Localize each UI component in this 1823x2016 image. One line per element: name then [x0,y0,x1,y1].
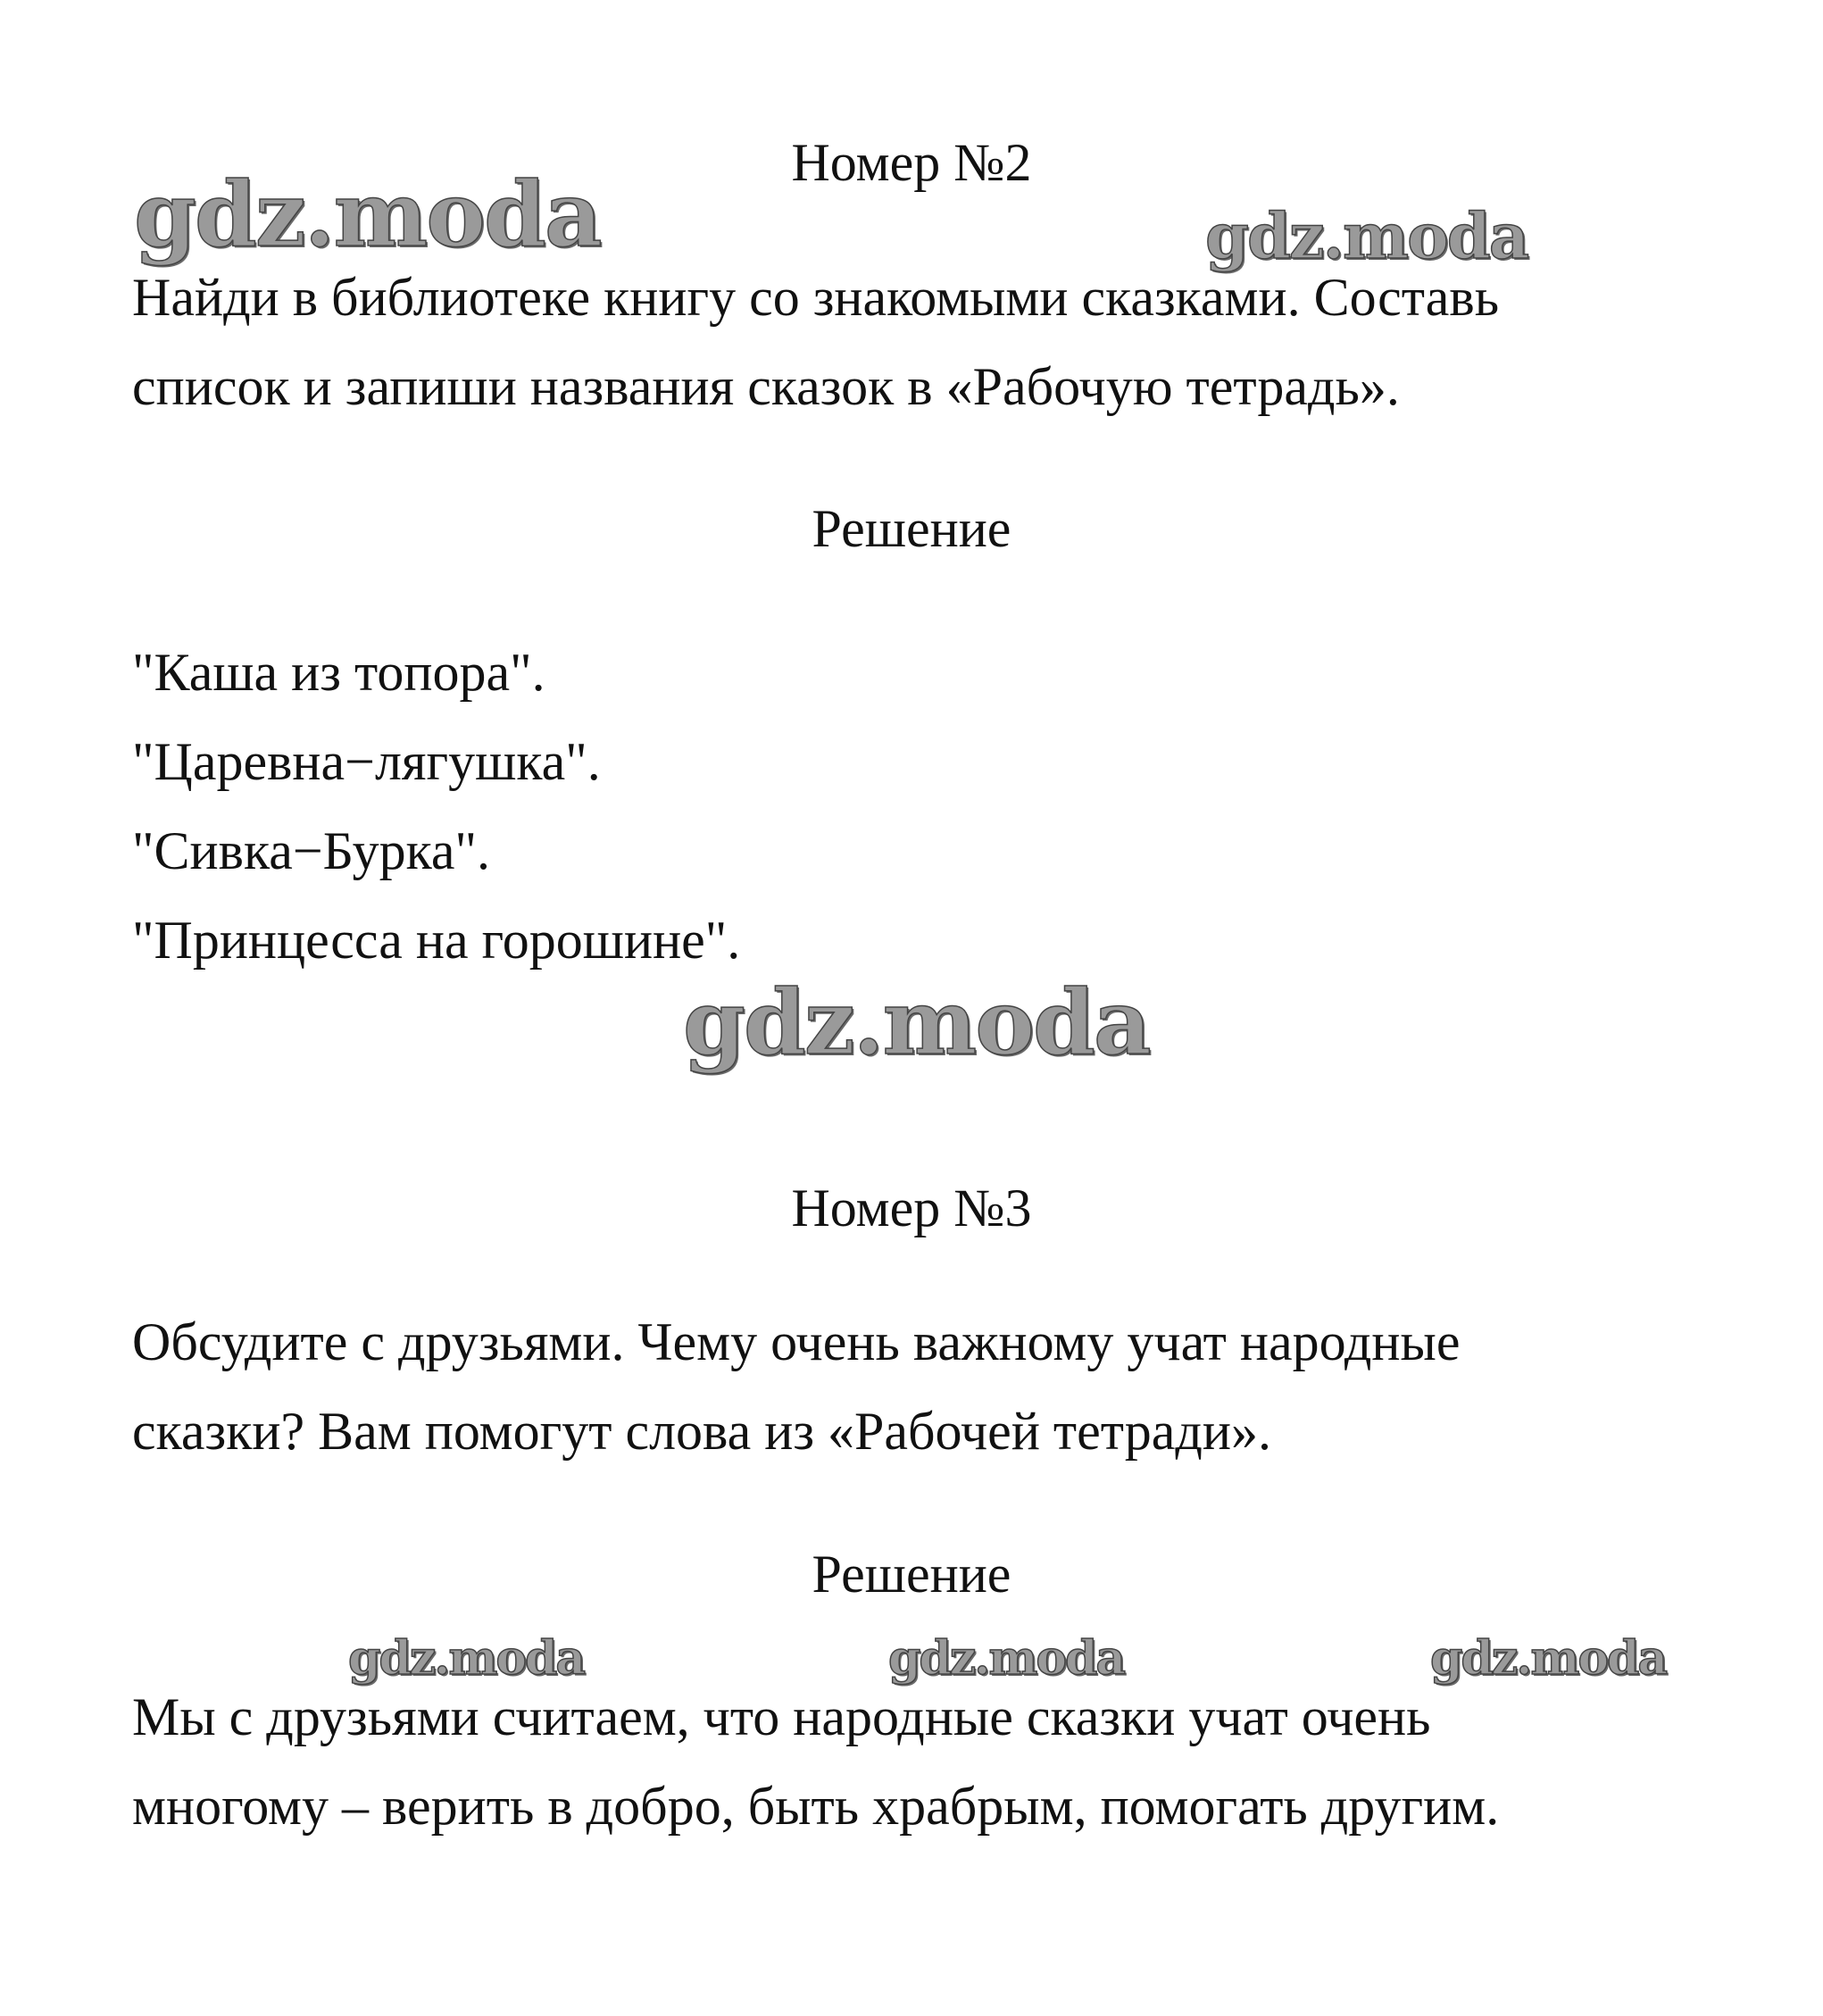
watermark-logo: gdz.moda [1205,199,1528,273]
watermark-logo: gdz.moda [683,970,1150,1075]
problem2-answer-item: "Принцесса на горошине". [132,911,741,970]
problem2-solution-heading: Решение [812,499,1011,558]
problem3-answer-line: Мы с друзьями считаем, что народные сказки учат очень [132,1687,1431,1746]
problem2-heading: Номер №2 [791,133,1032,192]
problem2-answer-item: "Царевна−лягушка". [132,732,601,791]
problem3-solution-heading: Решение [812,1545,1011,1604]
problem3-answer-line: многому – верить в добро, быть храбрым, помогать другим. [132,1777,1500,1836]
problem2-answer-item: "Сивка−Бурка". [132,821,490,880]
problem3-task-line: сказки? Вам помогут слова из «Рабочей тетради». [132,1402,1271,1461]
watermark-logo: gdz.moda [1430,1631,1667,1686]
problem3-task-line: Обсудите с друзьями. Чему очень важному учат народные [132,1312,1461,1371]
watermark-logo: gdz.moda [888,1631,1125,1686]
watermark-logo: gdz.moda [348,1631,585,1686]
problem2-task-line: Найди в библиотеке книгу со знакомыми сказками. Составь [132,268,1500,327]
problem3-heading: Номер №3 [791,1179,1032,1237]
watermark-logo: gdz.moda [134,162,601,267]
problem2-task-line: список и запиши названия сказок в «Рабочую тетрадь». [132,357,1400,416]
problem2-answer-item: "Каша из топора". [132,643,545,702]
